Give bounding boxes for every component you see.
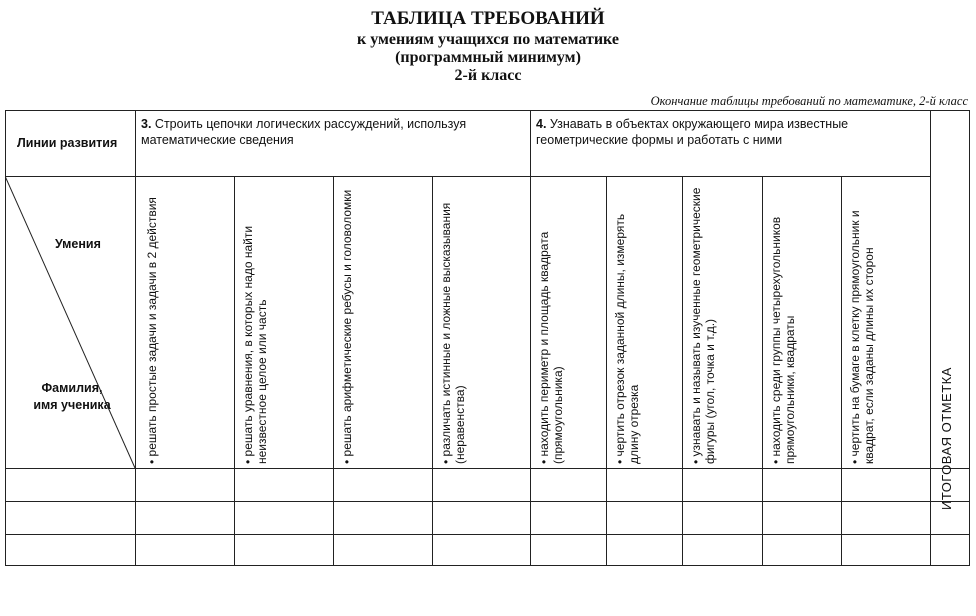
final-col-divider [930, 110, 931, 566]
group-header-underline [5, 176, 930, 177]
skill-col-divider [432, 176, 433, 566]
page-title: ТАБЛИЦА ТРЕБОВАНИЙ [371, 8, 605, 29]
skill-col-divider [606, 176, 607, 566]
group-4-number: 4. [536, 117, 547, 131]
group-3-header [141, 116, 525, 148]
student-name-cell[interactable] [6, 502, 135, 534]
skill-3: • решать арифметические ребусы и головоломки [340, 189, 354, 464]
skill-9: • чертить на бумаге в клетку прямоугольник и квадрат, если заданы длины их сторон [848, 210, 876, 464]
table-border-bottom [5, 565, 970, 566]
final-grade-header: ИТОГОВАЯ ОТМЕТКА [939, 367, 954, 510]
subtitle-line-1: к умениям учащихся по математике [357, 31, 619, 48]
skills-underline [5, 468, 970, 469]
group-3-text: Строить цепочки логических рассуждений, используя математические сведения [141, 117, 467, 147]
requirements-table [5, 110, 970, 566]
skill-6: • чертить отрезок заданной длины, измерять длину отрезка [613, 213, 641, 464]
table-continuation-note: Окончание таблицы требований по математике, 2-й класс [650, 94, 968, 108]
group-4-header [536, 116, 924, 148]
grade-label: 2-й класс [454, 67, 522, 84]
skill-col-divider [682, 176, 683, 566]
row-line-2 [5, 534, 970, 535]
student-name-label [17, 380, 127, 414]
skills-label: Умения [55, 237, 101, 251]
skill-col-divider [234, 176, 235, 566]
student-name-label-line2: имя ученика [33, 398, 111, 412]
student-name-cell[interactable] [6, 469, 135, 501]
development-lines-label: Линии развития [17, 136, 118, 150]
skill-col-divider [841, 176, 842, 566]
skill-7: • узнавать и называть изученные геометрические фигуры (угол, точка и т.д.) [689, 187, 717, 464]
skill-4: • различать истинные и ложные высказывания (неравенства) [439, 202, 467, 464]
student-name-cell[interactable] [6, 535, 135, 565]
table-border-right [969, 110, 970, 566]
subtitle-line-2: (программный минимум) [395, 49, 581, 66]
skill-2: • решать уравнения, в которых надо найти неизвестное целое или часть [241, 225, 269, 464]
group-divider [530, 110, 531, 566]
header-diagonal [5, 176, 136, 469]
group-4-text: Узнавать в объектах окружающего мира известные геометрические формы и работать с ними [536, 117, 849, 147]
skill-col-divider [762, 176, 763, 566]
row-line-1 [5, 501, 970, 502]
skill-5: • находить периметр и площадь квадрата (прямоугольника) [537, 231, 565, 464]
skill-8: • находить среди группы четырехугольников прямоугольники, квадраты [769, 216, 797, 464]
group-3-number: 3. [141, 117, 152, 131]
table-border-top [5, 110, 970, 111]
student-name-label-line1: Фамилия, [41, 381, 103, 395]
skill-1: • решать простые задачи и задачи в 2 действия [145, 197, 159, 464]
skill-col-divider [333, 176, 334, 566]
